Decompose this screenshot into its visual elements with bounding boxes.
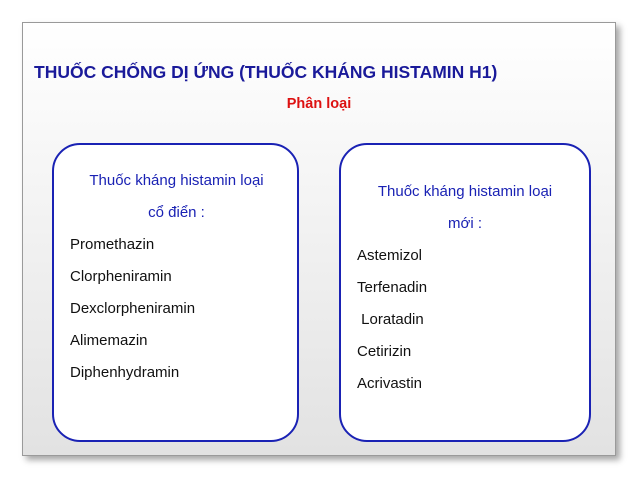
slide-title: THUỐC CHỐNG DỊ ỨNG (THUỐC KHÁNG HISTAMIN H1): [34, 62, 498, 82]
list-item: Diphenhydramin: [70, 364, 180, 381]
list-item: Cetirizin: [357, 343, 412, 360]
list-item: Clorpheniramin: [70, 268, 172, 285]
list-item: Astemizol: [357, 247, 423, 264]
list-item: Loratadin: [357, 311, 424, 328]
list-item: Dexclorpheniramin: [70, 300, 196, 317]
new-antihistamine-box: [339, 143, 591, 442]
list-item: Promethazin: [70, 236, 155, 253]
subtitle-text: Phân loại: [286, 96, 352, 112]
new-heading-line2: mới :: [448, 215, 482, 232]
classic-heading-line2: cổ điển :: [148, 204, 205, 221]
list-item: Alimemazin: [70, 332, 148, 349]
list-item: Terfenadin: [357, 279, 428, 296]
slide-subtitle: [0, 96, 638, 112]
classic-box-heading: [54, 165, 299, 229]
classic-antihistamine-box: [52, 143, 299, 442]
classic-drug-list: [70, 229, 195, 389]
new-box-heading: [341, 176, 589, 240]
classic-heading-line1: Thuốc kháng histamin loại: [89, 172, 264, 189]
list-item: Acrivastin: [357, 375, 423, 392]
new-drug-list: [357, 240, 427, 400]
new-heading-line1: Thuốc kháng histamin loại: [377, 183, 553, 200]
